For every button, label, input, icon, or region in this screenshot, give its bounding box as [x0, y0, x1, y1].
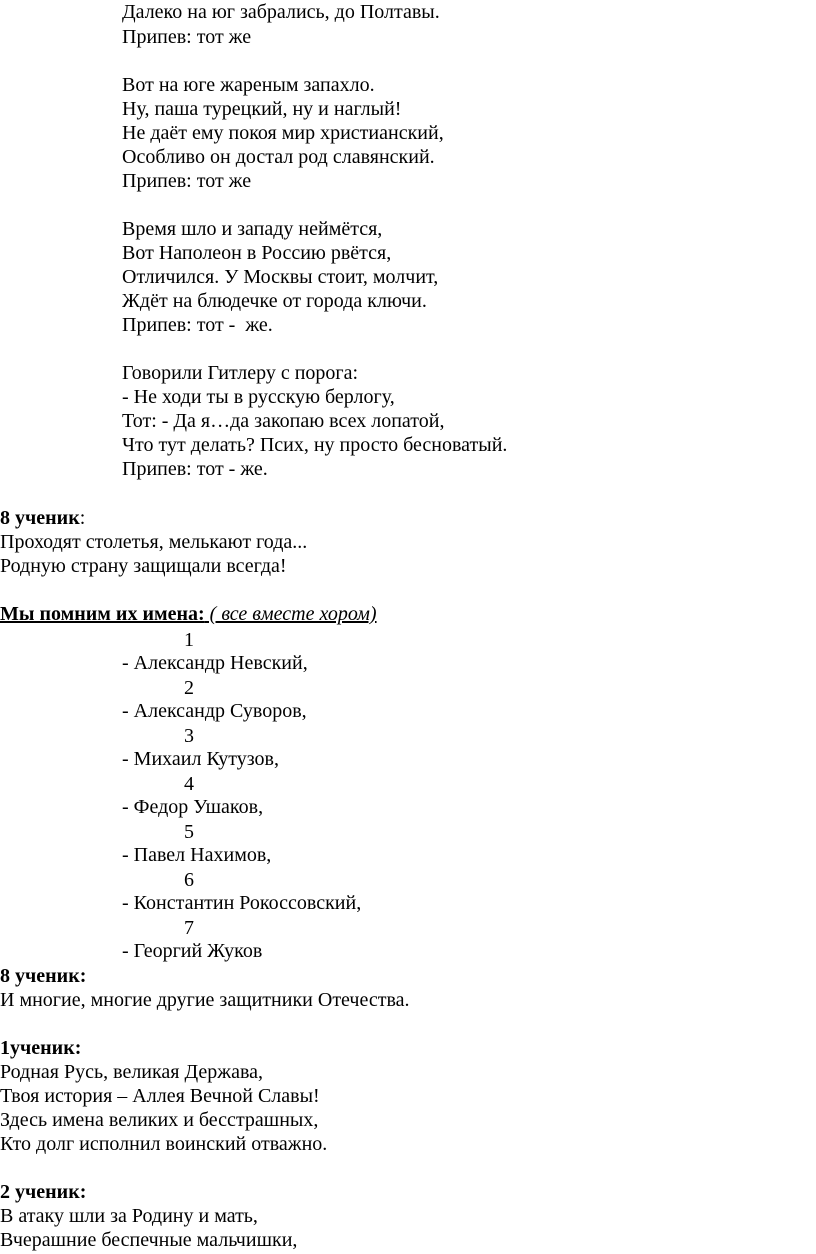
names-heading-bold: Мы помним их имена:	[0, 603, 205, 625]
speaker-name: 8 ученик	[0, 507, 80, 529]
verse-line: Вот на юге жареным запахло.	[122, 74, 375, 96]
list-item: - Георгий Жуков	[122, 940, 263, 962]
list-item: - Александр Невский,	[122, 652, 308, 674]
speaker-heading	[0, 506, 85, 530]
verse-line: Говорили Гитлеру с порога:	[122, 362, 359, 384]
speech-line: Здесь имена великих и бесстрашных,	[0, 1109, 319, 1131]
list-item: - Павел Нахимов,	[122, 844, 272, 866]
list-number: 3	[184, 725, 194, 747]
list-item: - Михаил Кутузов,	[122, 748, 279, 770]
refrain-line: Припев: тот - же.	[122, 458, 268, 480]
verse-line: Время шло и западу неймётся,	[122, 218, 383, 240]
list-number: 2	[184, 677, 194, 699]
list-number: 1	[184, 629, 194, 651]
verse-line: Далеко на юг забрались, до Полтавы.	[122, 1, 440, 23]
speaker-heading: 1ученик:	[0, 1037, 82, 1059]
speech-line: Кто долг исполнил воинский отважно.	[0, 1133, 328, 1155]
speech-line: Твоя история – Аллея Вечной Славы!	[0, 1085, 320, 1107]
verse-line: Отличился. У Москвы стоит, молчит,	[122, 266, 439, 288]
speech-line: В атаку шли за Родину и мать,	[0, 1205, 258, 1227]
speech-line: И многие, многие другие защитники Отечества.	[0, 989, 410, 1011]
speech-line: Вчерашние беспечные мальчишки,	[0, 1229, 298, 1251]
speech-line: Родная Русь, великая Держава,	[0, 1061, 264, 1083]
verse-line: - Не ходи ты в русскую берлогу,	[122, 386, 395, 408]
refrain-line: Припев: тот же	[122, 26, 252, 48]
speaker-heading: 2 ученик:	[0, 1181, 87, 1203]
list-number: 5	[184, 821, 194, 843]
verse-line: Не даёт ему покоя мир христианский,	[122, 122, 444, 144]
list-number: 7	[184, 917, 194, 939]
verse-line: Что тут делать? Псих, ну просто бесноватый.	[122, 434, 508, 456]
verse-line: Ну, паша турецкий, ну и наглый!	[122, 98, 402, 120]
speech-line: Проходят столетья, мелькают года...	[0, 531, 308, 553]
verse-line: Тот: - Да я…да закопаю всех лопатой,	[122, 410, 445, 432]
names-heading-note: ( все вместе хором)	[204, 603, 377, 625]
speaker-colon: :	[79, 507, 86, 529]
list-item: - Федор Ушаков,	[122, 796, 264, 818]
refrain-line: Припев: тот - же.	[122, 314, 273, 336]
speaker-heading: 8 ученик:	[0, 965, 87, 987]
list-item: - Константин Рокоссовский,	[122, 892, 362, 914]
refrain-line: Припев: тот же	[122, 170, 252, 192]
list-number: 6	[184, 869, 194, 891]
speech-line: Родную страну защищали всегда!	[0, 555, 287, 577]
verse-line: Ждёт на блюдечке от города ключи.	[122, 290, 427, 312]
verse-line: Вот Наполеон в Россию рвётся,	[122, 242, 392, 264]
verse-line: Особливо он достал род славянский.	[122, 146, 435, 168]
list-item: - Александр Суворов,	[122, 700, 307, 722]
list-number: 4	[184, 773, 194, 795]
names-heading	[0, 602, 377, 626]
